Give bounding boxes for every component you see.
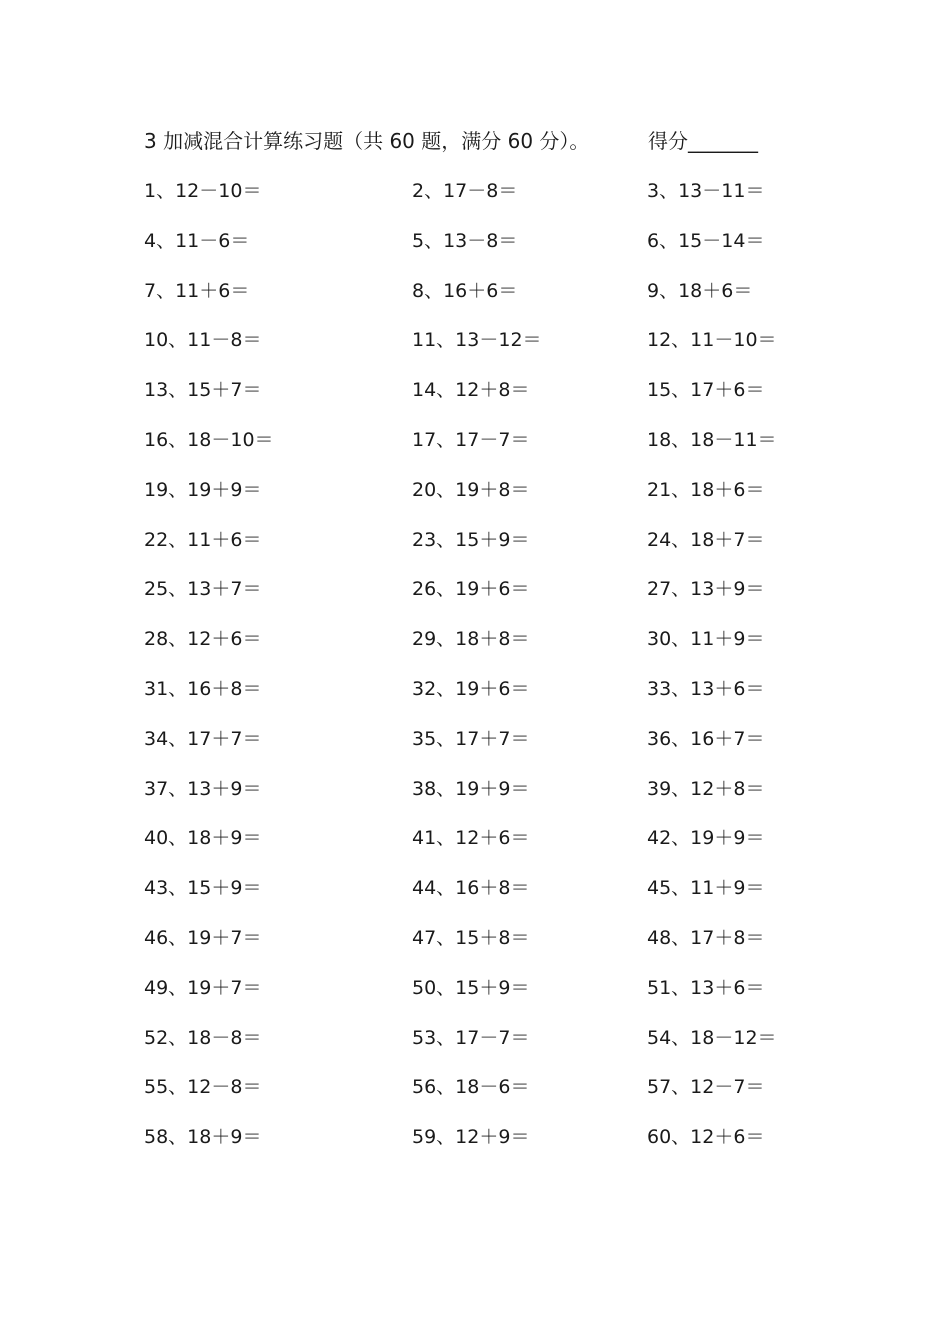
problem-item: 14、12＋8＝ [412, 379, 530, 402]
problem-item: 4、11－6＝ [144, 229, 250, 252]
problem-item: 23、15＋9＝ [412, 528, 530, 551]
problem-item: 13、15＋7＝ [144, 379, 262, 402]
problem-item: 6、15－14＝ [647, 229, 765, 252]
problem-item: 30、11＋9＝ [647, 628, 765, 651]
problem-item: 39、12＋8＝ [647, 777, 765, 800]
problem-item: 12、11－10＝ [647, 329, 777, 352]
problem-item: 59、12＋9＝ [412, 1126, 530, 1149]
problem-row [144, 624, 844, 674]
problem-row [144, 873, 844, 923]
problem-row [144, 823, 844, 873]
problem-row [144, 724, 844, 774]
problem-item: 52、18－8＝ [144, 1026, 262, 1049]
worksheet-title: 3 加减混合计算练习题（共 60 题，满分 60 分）。 [144, 129, 590, 153]
problem-item: 29、18＋8＝ [412, 628, 530, 651]
problem-row [144, 774, 844, 824]
problem-item: 45、11＋9＝ [647, 877, 765, 900]
problem-row [144, 574, 844, 624]
problem-item: 50、15＋9＝ [412, 976, 530, 999]
problem-item: 17、17－7＝ [412, 428, 530, 451]
problem-row [144, 425, 844, 475]
problem-item: 15、17＋6＝ [647, 379, 765, 402]
problem-item: 31、16＋8＝ [144, 677, 262, 700]
problem-row [144, 226, 844, 276]
problem-item: 26、19＋6＝ [412, 578, 530, 601]
problem-item: 35、17＋7＝ [412, 727, 530, 750]
problem-item: 21、18＋6＝ [647, 478, 765, 501]
problem-item: 5、13－8＝ [412, 229, 518, 252]
problem-item: 11、13－12＝ [412, 329, 542, 352]
problem-item: 36、16＋7＝ [647, 727, 765, 750]
problem-item: 44、16＋8＝ [412, 877, 530, 900]
problem-item: 47、15＋8＝ [412, 926, 530, 949]
problem-item: 16、18－10＝ [144, 428, 274, 451]
problem-item: 34、17＋7＝ [144, 727, 262, 750]
problem-row [144, 973, 844, 1023]
problem-item: 28、12＋6＝ [144, 628, 262, 651]
problem-row [144, 176, 844, 226]
problem-item: 38、19＋9＝ [412, 777, 530, 800]
problem-item: 27、13＋9＝ [647, 578, 765, 601]
problem-item: 58、18＋9＝ [144, 1126, 262, 1149]
problem-item: 33、13＋6＝ [647, 677, 765, 700]
problem-item: 10、11－8＝ [144, 329, 262, 352]
problem-item: 22、11＋6＝ [144, 528, 262, 551]
problem-row [144, 1023, 844, 1073]
problem-item: 41、12＋6＝ [412, 827, 530, 850]
problem-item: 7、11＋6＝ [144, 279, 250, 302]
problem-item: 51、13＋6＝ [647, 976, 765, 999]
problem-item: 60、12＋6＝ [647, 1126, 765, 1149]
problem-item: 43、15＋9＝ [144, 877, 262, 900]
problem-item: 53、17－7＝ [412, 1026, 530, 1049]
problem-item: 48、17＋8＝ [647, 926, 765, 949]
problem-item: 37、13＋9＝ [144, 777, 262, 800]
problem-item: 46、19＋7＝ [144, 926, 262, 949]
problem-item: 49、19＋7＝ [144, 976, 262, 999]
problem-item: 32、19＋6＝ [412, 677, 530, 700]
problem-item: 18、18－11＝ [647, 428, 777, 451]
problem-item: 40、18＋9＝ [144, 827, 262, 850]
problem-item: 9、18＋6＝ [647, 279, 753, 302]
problem-item: 56、18－6＝ [412, 1076, 530, 1099]
problem-item: 25、13＋7＝ [144, 578, 262, 601]
problem-item: 54、18－12＝ [647, 1026, 777, 1049]
problem-item: 57、12－7＝ [647, 1076, 765, 1099]
problem-item: 42、19＋9＝ [647, 827, 765, 850]
worksheet-header [144, 126, 844, 156]
problem-row [144, 674, 844, 724]
problem-item: 1、12－10＝ [144, 180, 262, 202]
problem-grid [144, 176, 844, 1172]
problem-row [144, 325, 844, 375]
problem-item: 3、13－11＝ [647, 180, 765, 202]
problem-row [144, 276, 844, 326]
problem-item: 24、18＋7＝ [647, 528, 765, 551]
problem-row [144, 375, 844, 425]
problem-item: 8、16＋6＝ [412, 279, 518, 302]
problem-row [144, 525, 844, 575]
score-field: 得分_______ [648, 129, 758, 153]
problem-row [144, 475, 844, 525]
problem-item: 19、19＋9＝ [144, 478, 262, 501]
problem-item: 2、17－8＝ [412, 180, 518, 202]
problem-item: 20、19＋8＝ [412, 478, 530, 501]
problem-row [144, 1122, 844, 1172]
problem-row [144, 1072, 844, 1122]
problem-item: 55、12－8＝ [144, 1076, 262, 1099]
problem-row [144, 923, 844, 973]
